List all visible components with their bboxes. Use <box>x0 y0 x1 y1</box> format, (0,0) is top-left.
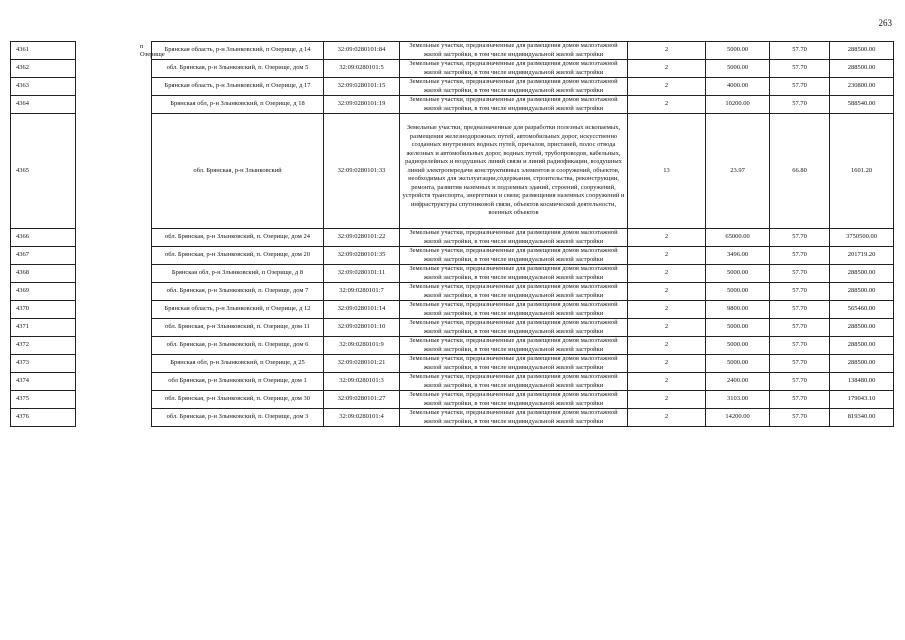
row-number: 4376 <box>11 409 76 427</box>
group-cell: 2 <box>628 42 706 60</box>
land-use-cell: Земельные участки, предназначенные для размещения домов малоэтажной жилой застройки, в том числе индивидуальной жилой застройки <box>400 373 628 391</box>
row-number: 4361 <box>11 42 76 60</box>
land-use-cell: Земельные участки, предназначенные для разработки полезных ископаемых, размещения железнодорожных путей, автомобильных дорог, искусственно созданных внутренних водных путей, причалов, пристаней, полос отвода железных и автомобильных дорог, водных путей, трубопроводов, кабельных, радиорелейных и воздушных линий связи и линий радиофикации, воздушных линий электропередачи конструктивных элементов и сооружений, объектов, необходимых для эксплуатации,содержания, строительства, реконструкции, ремонта, развития наземных и подземных зданий, строений, сооружений, устройств транспорта, энергетики и связи; размещения наземных сооружений и инфраструктуры спутниковой связи, объектов космической деятельности, военных объектов <box>400 114 628 229</box>
cadastral-value-table <box>10 41 894 427</box>
rate-cell: 57.70 <box>770 42 830 60</box>
area-cell: 10200.00 <box>706 96 770 114</box>
area-cell: 5000.00 <box>706 60 770 78</box>
cadastral-value-cell: 588540.00 <box>830 96 894 114</box>
area-cell: 5000.00 <box>706 337 770 355</box>
land-use-cell: Земельные участки, предназначенные для размещения домов малоэтажной жилой застройки, в том числе индивидуальной жилой застройки <box>400 78 628 96</box>
rate-cell: 57.70 <box>770 319 830 337</box>
row-number: 4364 <box>11 96 76 114</box>
table-row <box>11 42 894 60</box>
settlement-cell: п Озерище <box>76 42 152 427</box>
row-number: 4367 <box>11 247 76 265</box>
group-cell: 2 <box>628 373 706 391</box>
row-number: 4373 <box>11 355 76 373</box>
rate-cell: 57.70 <box>770 247 830 265</box>
cadastral-number-cell: 32:09:0280101:21 <box>324 355 400 373</box>
area-cell: 65000.00 <box>706 229 770 247</box>
land-use-cell: Земельные участки, предназначенные для размещения домов малоэтажной жилой застройки, в том числе индивидуальной жилой застройки <box>400 42 628 60</box>
rate-cell: 57.70 <box>770 229 830 247</box>
cadastral-value-cell: 565460.00 <box>830 301 894 319</box>
row-number: 4366 <box>11 229 76 247</box>
land-use-cell: Земельные участки, предназначенные для размещения домов малоэтажной жилой застройки, в том числе индивидуальной жилой застройки <box>400 355 628 373</box>
cadastral-value-cell: 288500.00 <box>830 337 894 355</box>
row-number: 4363 <box>11 78 76 96</box>
cadastral-value-cell: 288500.00 <box>830 60 894 78</box>
cadastral-number-cell: 32:09:0280101:84 <box>324 42 400 60</box>
address-cell: Брянская обл, р-н Злынковский, п Озерище, д 8 <box>152 265 324 283</box>
cadastral-value-cell: 138480.00 <box>830 373 894 391</box>
group-cell: 13 <box>628 114 706 229</box>
address-cell: обл. Брянская, р-н Злынковский, п. Озерище, дом 11 <box>152 319 324 337</box>
cadastral-value-cell: 201719.20 <box>830 247 894 265</box>
cadastral-number-cell: 32:09:0280101:10 <box>324 319 400 337</box>
rate-cell: 57.70 <box>770 373 830 391</box>
area-cell: 3103.00 <box>706 391 770 409</box>
address-cell: обл. Брянская, р-н Злынковский, п. Озерище, дом 5 <box>152 60 324 78</box>
row-number: 4375 <box>11 391 76 409</box>
cadastral-number-cell: 32:09:0280101:14 <box>324 301 400 319</box>
land-use-cell: Земельные участки, предназначенные для размещения домов малоэтажной жилой застройки, в том числе индивидуальной жилой застройки <box>400 283 628 301</box>
address-cell: Брянская область, р-н Злынковский, п Озерище, д 17 <box>152 78 324 96</box>
area-cell: 5000.00 <box>706 283 770 301</box>
address-cell: Брянская область, р-н Злынковский, п Озерище, д 14 <box>152 42 324 60</box>
cadastral-number-cell: 32:09:0280101:33 <box>324 114 400 229</box>
area-cell: 5000.00 <box>706 355 770 373</box>
cadastral-value-cell: 288500.00 <box>830 283 894 301</box>
rate-cell: 57.70 <box>770 78 830 96</box>
rate-cell: 57.70 <box>770 96 830 114</box>
land-use-cell: Земельные участки, предназначенные для размещения домов малоэтажной жилой застройки, в том числе индивидуальной жилой застройки <box>400 337 628 355</box>
rate-cell: 57.70 <box>770 409 830 427</box>
area-cell: 23.97 <box>706 114 770 229</box>
cadastral-number-cell: 32:09:0280101:35 <box>324 247 400 265</box>
row-number: 4369 <box>11 283 76 301</box>
cadastral-value-cell: 288500.00 <box>830 265 894 283</box>
area-cell: 5000.00 <box>706 42 770 60</box>
area-cell: 5000.00 <box>706 319 770 337</box>
row-number: 4374 <box>11 373 76 391</box>
page-number: 263 <box>878 18 892 28</box>
table-body <box>11 42 894 427</box>
group-cell: 2 <box>628 96 706 114</box>
land-use-cell: Земельные участки, предназначенные для размещения домов малоэтажной жилой застройки, в том числе индивидуальной жилой застройки <box>400 265 628 283</box>
rate-cell: 57.70 <box>770 60 830 78</box>
group-cell: 2 <box>628 265 706 283</box>
cadastral-number-cell: 32:09:0280101:22 <box>324 229 400 247</box>
group-cell: 2 <box>628 391 706 409</box>
address-cell: Брянская область, р-н Злынковский, п Озерище, д 12 <box>152 301 324 319</box>
address-cell: обл Брянская, р-н Злынковский, п Озерище, дом 1 <box>152 373 324 391</box>
address-cell: обл. Брянская, р-н Злынковский, п. Озерище, дом 30 <box>152 391 324 409</box>
land-use-cell: Земельные участки, предназначенные для размещения домов малоэтажной жилой застройки, в том числе индивидуальной жилой застройки <box>400 319 628 337</box>
group-cell: 2 <box>628 78 706 96</box>
land-use-cell: Земельные участки, предназначенные для размещения домов малоэтажной жилой застройки, в том числе индивидуальной жилой застройки <box>400 301 628 319</box>
rate-cell: 57.70 <box>770 391 830 409</box>
area-cell: 14200.00 <box>706 409 770 427</box>
land-use-cell: Земельные участки, предназначенные для размещения домов малоэтажной жилой застройки, в том числе индивидуальной жилой застройки <box>400 60 628 78</box>
area-cell: 4000.00 <box>706 78 770 96</box>
row-number: 4365 <box>11 114 76 229</box>
group-cell: 2 <box>628 319 706 337</box>
area-cell: 5000.00 <box>706 265 770 283</box>
cadastral-number-cell: 32:09:0280101:19 <box>324 96 400 114</box>
cadastral-value-cell: 230800.00 <box>830 78 894 96</box>
group-cell: 2 <box>628 337 706 355</box>
address-cell: обл. Брянская, р-н Злынковский, п. Озерище, дом 20 <box>152 247 324 265</box>
group-cell: 2 <box>628 247 706 265</box>
cadastral-value-cell: 288500.00 <box>830 355 894 373</box>
group-cell: 2 <box>628 229 706 247</box>
row-number: 4362 <box>11 60 76 78</box>
rate-cell: 57.70 <box>770 355 830 373</box>
rate-cell: 57.70 <box>770 337 830 355</box>
rate-cell: 66.80 <box>770 114 830 229</box>
row-number: 4370 <box>11 301 76 319</box>
area-cell: 2400.00 <box>706 373 770 391</box>
land-use-cell: Земельные участки, предназначенные для размещения домов малоэтажной жилой застройки, в том числе индивидуальной жилой застройки <box>400 229 628 247</box>
cadastral-value-cell: 819340.00 <box>830 409 894 427</box>
address-cell: Брянская обл, р-н Злынковский, п Озерище, д 25 <box>152 355 324 373</box>
address-cell: обл. Брянская, р-н Злынковский <box>152 114 324 229</box>
cadastral-number-cell: 32:09:0280101:27 <box>324 391 400 409</box>
cadastral-value-cell: 1601.20 <box>830 114 894 229</box>
land-use-cell: Земельные участки, предназначенные для размещения домов малоэтажной жилой застройки, в том числе индивидуальной жилой застройки <box>400 247 628 265</box>
group-cell: 2 <box>628 60 706 78</box>
cadastral-number-cell: 32:09:0280101:11 <box>324 265 400 283</box>
group-cell: 2 <box>628 283 706 301</box>
row-number: 4368 <box>11 265 76 283</box>
row-number: 4372 <box>11 337 76 355</box>
address-cell: обл. Брянская, р-н Злынковский, п. Озерище, дом 7 <box>152 283 324 301</box>
rate-cell: 57.70 <box>770 265 830 283</box>
land-use-cell: Земельные участки, предназначенные для размещения домов малоэтажной жилой застройки, в том числе индивидуальной жилой застройки <box>400 96 628 114</box>
cadastral-number-cell: 32:09:0280101:3 <box>324 373 400 391</box>
area-cell: 3496.00 <box>706 247 770 265</box>
cadastral-number-cell: 32:09:0280101:7 <box>324 283 400 301</box>
cadastral-value-cell: 179043.10 <box>830 391 894 409</box>
land-use-cell: Земельные участки, предназначенные для размещения домов малоэтажной жилой застройки, в том числе индивидуальной жилой застройки <box>400 391 628 409</box>
cadastral-value-cell: 3750500.00 <box>830 229 894 247</box>
area-cell: 9800.00 <box>706 301 770 319</box>
cadastral-number-cell: 32:09:0280101:4 <box>324 409 400 427</box>
cadastral-number-cell: 32:09:0280101:5 <box>324 60 400 78</box>
address-cell: обл. Брянская, р-н Злынковский, п. Озерище, дом 6 <box>152 337 324 355</box>
address-cell: обл. Брянская, р-н Злынковский, п. Озерище, дом 24 <box>152 229 324 247</box>
rate-cell: 57.70 <box>770 283 830 301</box>
cadastral-number-cell: 32:09:0280101:15 <box>324 78 400 96</box>
row-number: 4371 <box>11 319 76 337</box>
rate-cell: 57.70 <box>770 301 830 319</box>
address-cell: обл. Брянская, р-н Злынковский, п. Озерище, дом 3 <box>152 409 324 427</box>
cadastral-value-cell: 288500.00 <box>830 42 894 60</box>
group-cell: 2 <box>628 355 706 373</box>
group-cell: 2 <box>628 409 706 427</box>
group-cell: 2 <box>628 301 706 319</box>
cadastral-value-cell: 288500.00 <box>830 319 894 337</box>
address-cell: Брянская обл, р-н Злынковский, п Озерище, д 18 <box>152 96 324 114</box>
land-use-cell: Земельные участки, предназначенные для размещения домов малоэтажной жилой застройки, в том числе индивидуальной жилой застройки <box>400 409 628 427</box>
cadastral-number-cell: 32:09:0280101:9 <box>324 337 400 355</box>
